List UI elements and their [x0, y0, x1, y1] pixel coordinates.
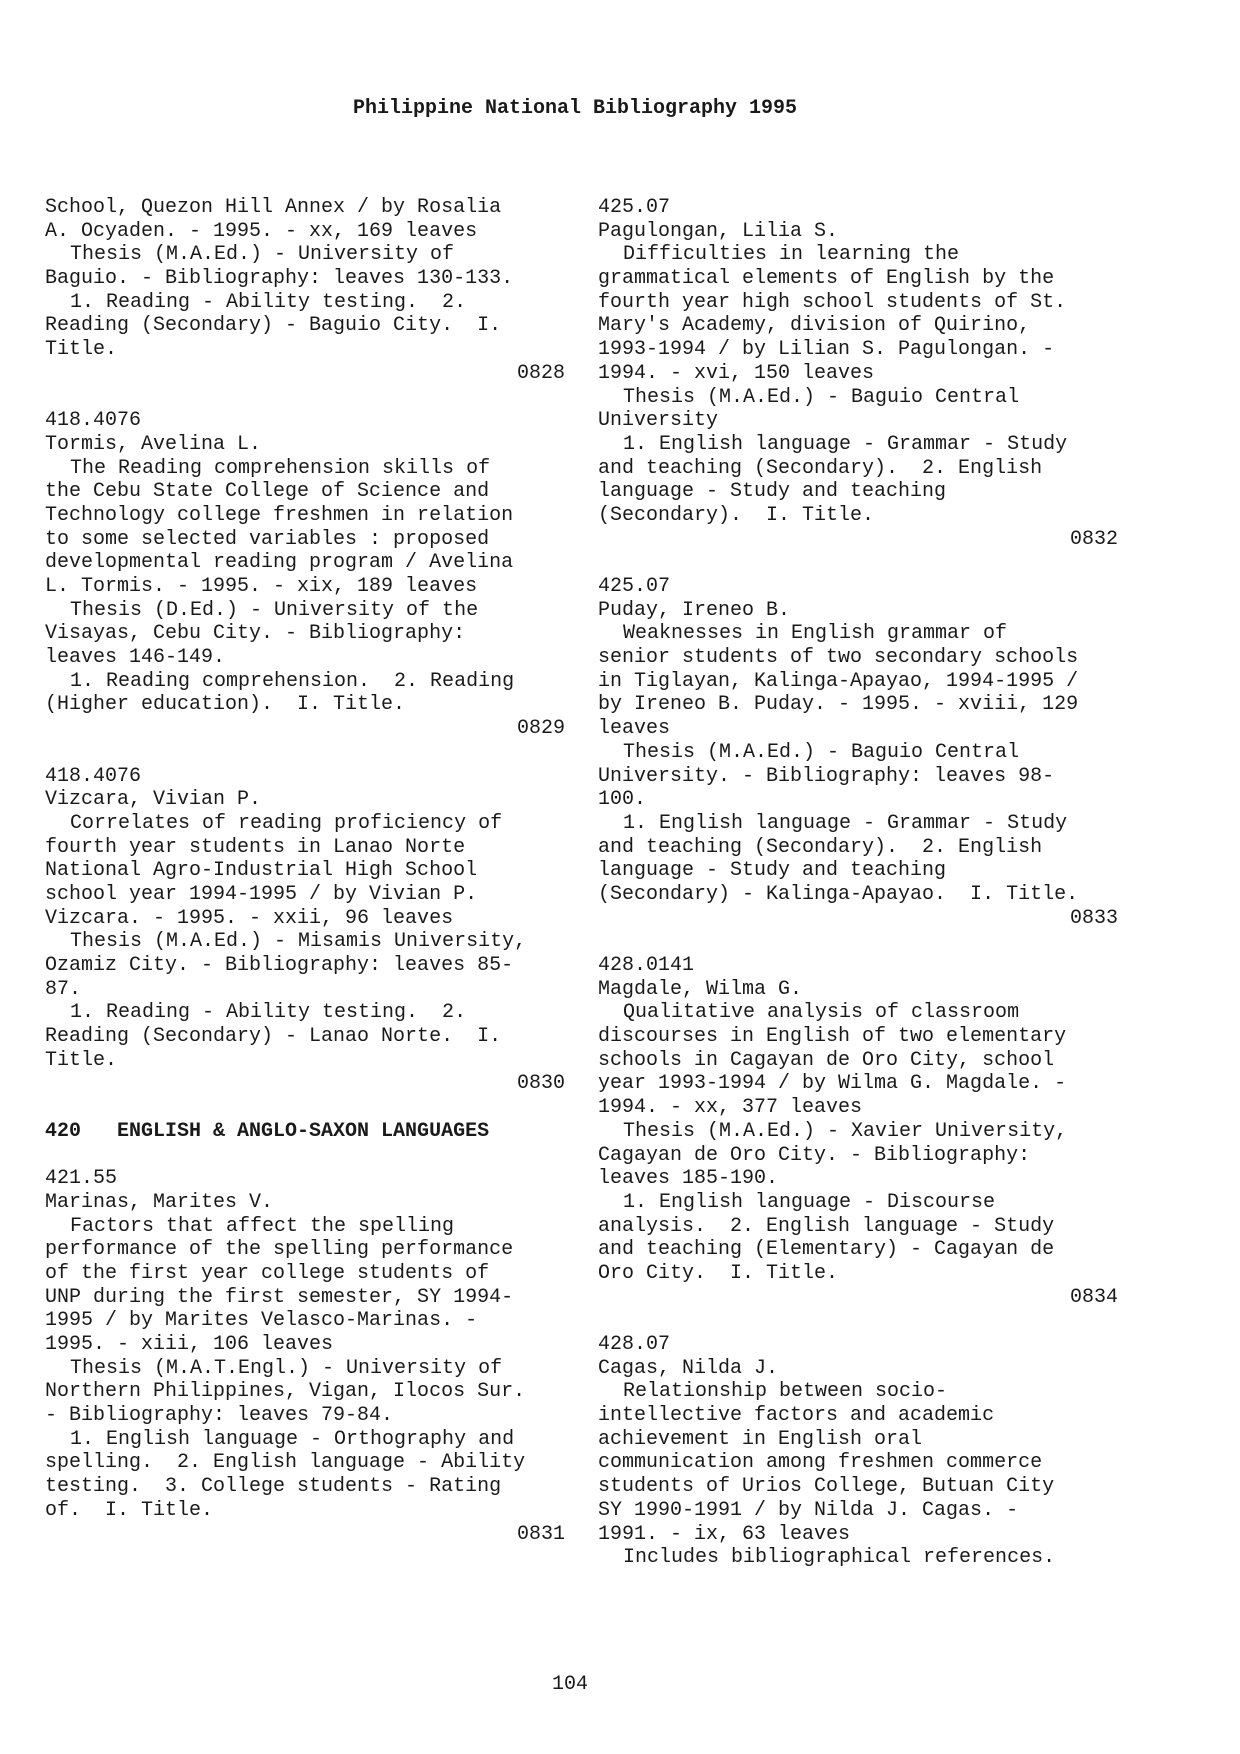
right-column-text-line: Thesis (M.A.Ed.) - Baguio Central: [623, 740, 1020, 764]
left-column-text-line: The Reading comprehension skills of: [70, 456, 491, 480]
left-column-text-line: Title.: [45, 338, 118, 362]
entry-number: 0834: [1069, 1285, 1118, 1309]
left-column-text-line: 1. Reading - Ability testing. 2.: [70, 1001, 467, 1025]
left-column-text-line: 418.4076: [45, 764, 142, 788]
left-column-text-line: Title.: [45, 1048, 118, 1072]
right-column-text-line: Puday, Ireneo B.: [598, 598, 791, 622]
right-column-text-line: language - Study and teaching: [598, 480, 947, 504]
left-column-text-line: Correlates of reading proficiency of: [70, 811, 503, 835]
left-column-text-line: performance of the spelling performance: [45, 1238, 514, 1262]
left-column-text-line: Technology college freshmen in relation: [45, 503, 514, 527]
right-column-text-line: 1993-1994 / by Lilian S. Pagulongan. -: [598, 338, 1055, 362]
left-column-text-line: 1. English language - Orthography and: [70, 1427, 515, 1451]
right-column-text-line: communication among freshmen commerce: [598, 1451, 1043, 1475]
right-column-text-line: schools in Cagayan de Oro City, school: [598, 1048, 1055, 1072]
left-column-text-line: National Agro-Industrial High School: [45, 859, 478, 883]
left-column-text-line: Thesis (M.A.Ed.) - University of: [70, 243, 455, 267]
right-column-text-line: language - Study and teaching: [598, 859, 947, 883]
right-column-text-line: University. - Bibliography: leaves 98-: [598, 764, 1055, 788]
left-column-text-line: 418.4076: [45, 409, 142, 433]
left-column: [45, 196, 565, 1546]
left-column-text-line: testing. 3. College students - Rating: [45, 1475, 502, 1499]
right-column-text-line: Difficulties in learning the: [623, 243, 960, 267]
left-column-text-line: School, Quezon Hill Annex / by Rosalia: [45, 196, 502, 219]
left-column-text-line: 1. Reading comprehension. 2. Reading: [70, 669, 515, 693]
right-column-text-line: 428.0141: [598, 954, 695, 977]
entry-number: 0833: [1069, 906, 1118, 930]
right-column-text-line: students of Urios College, Butuan City: [598, 1475, 1055, 1499]
right-column-text-line: 1991. - ix, 63 leaves: [598, 1522, 851, 1546]
right-column-text-line: and teaching (Secondary). 2. English: [598, 456, 1043, 480]
left-column-text-line: 1995. - xiii, 106 leaves: [45, 1333, 334, 1356]
left-column-text-line: Tormis, Avelina L.: [45, 432, 262, 456]
right-column-text-line: fourth year high school students of St.: [598, 290, 1067, 314]
right-column-text-line: achievement in English oral: [598, 1427, 923, 1451]
entry-spacer: [598, 551, 1118, 575]
left-column-text-line: spelling. 2. English language - Ability: [45, 1451, 526, 1475]
entry-spacer: [45, 741, 565, 765]
right-column-text-line: Mary's Academy, division of Quirino,: [598, 314, 1031, 338]
left-column-text-line: leaves 146-149.: [45, 646, 226, 670]
left-column-text-line: (Higher education). I. Title.: [45, 693, 406, 717]
right-column-text-line: (Secondary). I. Title.: [598, 503, 875, 527]
right-column-text-line: Cagas, Nilda J.: [598, 1356, 779, 1380]
entry-spacer: [45, 1144, 565, 1168]
entry-spacer: [45, 386, 565, 410]
right-column-text-line: discourses in English of two elementary: [598, 1025, 1067, 1049]
right-column-text-line: Includes bibliographical references.: [623, 1546, 1056, 1570]
right-column-text-line: 100.: [598, 788, 647, 812]
left-column-text-line: Reading (Secondary) - Baguio City. I.: [45, 314, 502, 338]
right-column-text-line: leaves 185-190.: [598, 1167, 779, 1191]
left-column-text-line: Thesis (M.A.Ed.) - Misamis University,: [70, 930, 527, 954]
entry-number: 0832: [1069, 527, 1118, 551]
right-column-text-line: 1. English language - Grammar - Study: [623, 811, 1068, 835]
right-column-text-line: and teaching (Elementary) - Cagayan de: [598, 1238, 1055, 1262]
right-column-text-line: 1994. - xx, 377 leaves: [598, 1096, 863, 1120]
right-column-text-line: 1. English language - Grammar - Study: [623, 432, 1068, 456]
right-column-text-line: Thesis (M.A.Ed.) - Xavier University,: [623, 1119, 1068, 1143]
page-title: Philippine National Bibliography 1995: [352, 97, 798, 120]
entry-spacer: [45, 1096, 565, 1120]
left-column-text-line: the Cebu State College of Science and: [45, 480, 490, 504]
entry-number: 0828: [516, 361, 565, 385]
entry-number: 0830: [516, 1072, 565, 1096]
left-column-text-line: Vizcara. - 1995. - xxii, 96 leaves: [45, 906, 454, 930]
right-column-text-line: 425.07: [598, 575, 671, 598]
entry-number: 0831: [516, 1522, 565, 1546]
left-column-text-line: Thesis (M.A.T.Engl.) - University of: [70, 1356, 503, 1380]
right-column-text-line: in Tiglayan, Kalinga-Apayao, 1994-1995 /: [598, 669, 1079, 693]
left-column-text-line: Vizcara, Vivian P.: [45, 788, 262, 812]
right-column-text-line: intellective factors and academic: [598, 1404, 995, 1428]
right-column-text-line: and teaching (Secondary). 2. English: [598, 835, 1043, 859]
left-column-text-line: Ozamiz City. - Bibliography: leaves 85-: [45, 954, 514, 977]
left-column-text-line: fourth year students in Lanao Norte: [45, 835, 466, 859]
left-column-text-line: Visayas, Cebu City. - Bibliography:: [45, 622, 466, 646]
left-column-text-line: L. Tormis. - 1995. - xix, 189 leaves: [45, 575, 478, 598]
right-column-text-line: 428.07: [598, 1333, 671, 1356]
left-column-text-line: - Bibliography: leaves 79-84.: [45, 1404, 394, 1428]
left-column-text-line: 1. Reading - Ability testing. 2.: [70, 290, 467, 314]
right-column-text-line: Oro City. I. Title.: [598, 1261, 839, 1285]
right-column-text-line: by Ireneo B. Puday. - 1995. - xviii, 129: [598, 693, 1079, 717]
right-column-text-line: grammatical elements of English by the: [598, 267, 1055, 291]
right-column-text-line: (Secondary) - Kalinga-Apayao. I. Title.: [598, 882, 1079, 906]
right-column-text-line: Pagulongan, Lilia S.: [598, 219, 839, 243]
entry-spacer: [598, 1309, 1118, 1333]
right-column-text-line: Magdale, Wilma G.: [598, 977, 803, 1001]
right-column-text-line: Thesis (M.A.Ed.) - Baguio Central: [623, 385, 1020, 409]
right-column-text-line: 425.07: [598, 196, 671, 219]
section-heading: 420 ENGLISH & ANGLO-SAXON LANGUAGES: [45, 1119, 490, 1143]
entry-spacer: [598, 930, 1118, 954]
page-number: 104: [551, 1673, 588, 1696]
right-column-text-line: 1. English language - Discourse: [623, 1190, 996, 1214]
right-column-text-line: Cagayan de Oro City. - Bibliography:: [598, 1143, 1031, 1167]
left-column-text-line: Reading (Secondary) - Lanao Norte. I.: [45, 1025, 502, 1049]
left-column-text-line: 87.: [45, 977, 82, 1001]
right-column-text-line: University: [598, 409, 719, 433]
left-column-text-line: to some selected variables : proposed: [45, 527, 490, 551]
left-column-text-line: 1995 / by Marites Velasco-Marinas. -: [45, 1309, 478, 1333]
left-column-text-line: Marinas, Marites V.: [45, 1190, 274, 1214]
right-column-text-line: leaves: [598, 717, 671, 741]
left-column-text-line: developmental reading program / Avelina: [45, 551, 514, 575]
left-column-text-line: Northern Philippines, Vigan, Ilocos Sur.: [45, 1380, 526, 1404]
left-column-text-line: Thesis (D.Ed.) - University of the: [70, 598, 479, 622]
right-column-text-line: SY 1990-1991 / by Nilda J. Cagas. -: [598, 1498, 1019, 1522]
right-column-text-line: 1994. - xvi, 150 leaves: [598, 361, 875, 385]
left-column-text-line: of the first year college students of: [45, 1261, 490, 1285]
entry-number: 0829: [516, 717, 565, 741]
left-column-text-line: A. Ocyaden. - 1995. - xx, 169 leaves: [45, 219, 478, 243]
right-column: [598, 196, 1118, 1570]
left-column-text-line: Baguio. - Bibliography: leaves 130-133.: [45, 267, 514, 291]
right-column-text-line: Weaknesses in English grammar of: [623, 622, 1008, 646]
left-column-text-line: Factors that affect the spelling: [70, 1214, 455, 1238]
right-column-text-line: analysis. 2. English language - Study: [598, 1214, 1055, 1238]
right-column-text-line: Qualitative analysis of classroom: [623, 1001, 1020, 1025]
right-column-text-line: Relationship between socio-: [623, 1380, 948, 1404]
left-column-text-line: school year 1994-1995 / by Vivian P.: [45, 882, 478, 906]
right-column-text-line: senior students of two secondary schools: [598, 646, 1079, 670]
left-column-text-line: of. I. Title.: [45, 1498, 214, 1522]
right-column-text-line: year 1993-1994 / by Wilma G. Magdale. -: [598, 1072, 1067, 1096]
left-column-text-line: 421.55: [45, 1167, 118, 1191]
left-column-text-line: UNP during the first semester, SY 1994-: [45, 1285, 514, 1309]
